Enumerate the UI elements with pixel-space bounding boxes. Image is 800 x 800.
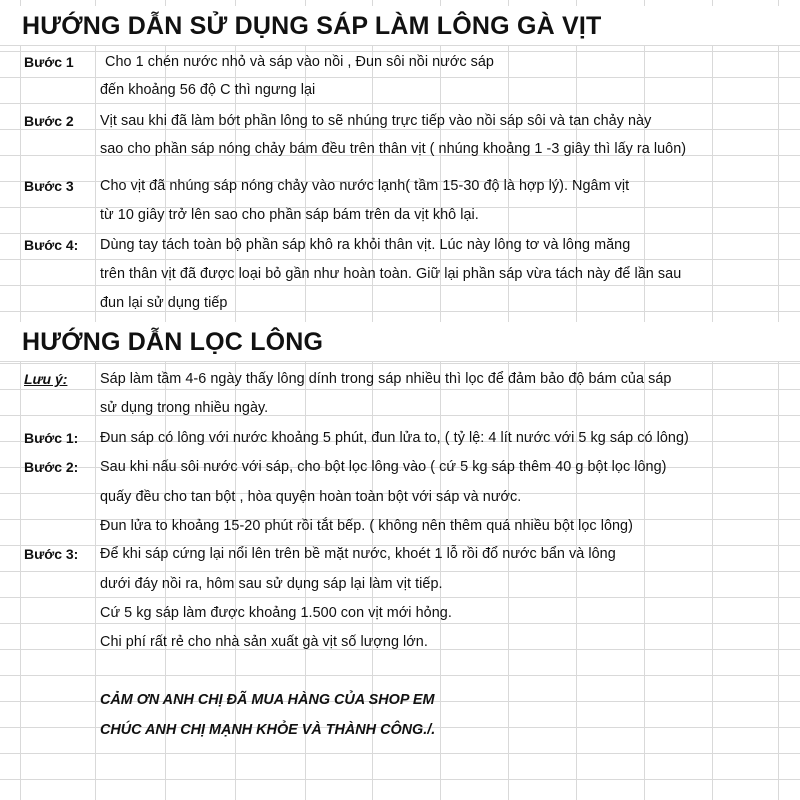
thanks-line: CẢM ƠN ANH CHỊ ĐÃ MUA HÀNG CỦA SHOP EM [100,692,435,708]
step-text: Cho 1 chén nước nhỏ và sáp vào nồi , Đun sôi nồi nước sáp [105,54,494,70]
grid-line [20,0,21,800]
step-text: Chi phí rất rẻ cho nhà sản xuất gà vịt số lượng lớn. [100,634,428,650]
step-text: Đun sáp có lông với nước khoảng 5 phút, đun lửa to, ( tỷ lệ: 4 lít nước với 5 kg sáp có lông) [100,430,689,446]
step-text: sao cho phần sáp nóng chảy bám đều trên thân vịt ( nhúng khoảng 1 -3 giây thì lấy ra luôn) [100,141,687,157]
step-label: Bước 3 [24,178,74,194]
step-text: trên thân vịt đã được loại bỏ gần như hoàn toàn. Giữ lại phần sáp vừa tách này để lần sau [100,266,682,282]
step-text: Vịt sau khi đã làm bớt phần lông to sẽ nhúng trực tiếp vào nồi sáp sôi và tan chảy này [100,113,652,129]
step-text: Đun lửa to khoảng 15-20 phút rồi tắt bếp. ( không nên thêm quá nhiều bột lọc lông) [100,518,633,534]
note-label: Lưu ý: [24,371,68,387]
section-title: HƯỚNG DẪN LỌC LÔNG [0,322,800,362]
step-label: Bước 4: [24,237,79,253]
step-text: Dùng tay tách toàn bộ phần sáp khô ra khỏi thân vịt. Lúc này lông tơ và lông măng [100,237,631,253]
step-text: từ 10 giây trở lên sao cho phần sáp bám trên da vịt khô lại. [100,207,479,223]
step-label: Bước 1: [24,430,79,446]
step-label: Bước 3: [24,546,79,562]
grid-line [712,0,713,800]
step-text: đun lại sử dụng tiếp [100,295,228,311]
step-label: Bước 2: [24,459,79,475]
grid-line [95,0,96,800]
step-text: dưới đáy nồi ra, hôm sau sử dụng sáp lại làm vịt tiếp. [100,576,443,592]
grid-line [778,0,779,800]
step-text: Cho vịt đã nhúng sáp nóng chảy vào nước lạnh( tầm 15-30 độ là hợp lý). Ngâm vịt [100,178,630,194]
note-text: sử dụng trong nhiều ngày. [100,400,269,416]
step-text: quấy đều cho tan bột , hòa quyện hoàn toàn bột với sáp và nước. [100,489,522,505]
step-text: Cứ 5 kg sáp làm được khoảng 1.500 con vịt mới hỏng. [100,605,452,621]
section-title: HƯỚNG DẪN SỬ DỤNG SÁP LÀM LÔNG GÀ VỊT [0,6,800,46]
step-text: Để khi sáp cứng lại nổi lên trên bề mặt nước, khoét 1 lỗ rồi đổ nước bẩn và lông [100,546,616,562]
step-label: Bước 2 [24,113,74,129]
wishes-line: CHÚC ANH CHỊ MẠNH KHỎE VÀ THÀNH CÔNG./. [100,722,436,738]
step-label: Bước 1 [24,54,74,70]
step-text: Sau khi nấu sôi nước với sáp, cho bột lọc lông vào ( cứ 5 kg sáp thêm 40 g bột lọc lông) [100,459,667,475]
step-text: đến khoảng 56 độ C thì ngưng lại [100,82,316,98]
note-text: Sáp làm tầm 4-6 ngày thấy lông dính trong sáp nhiều thì lọc để đảm bảo độ bám của sáp [100,371,672,387]
